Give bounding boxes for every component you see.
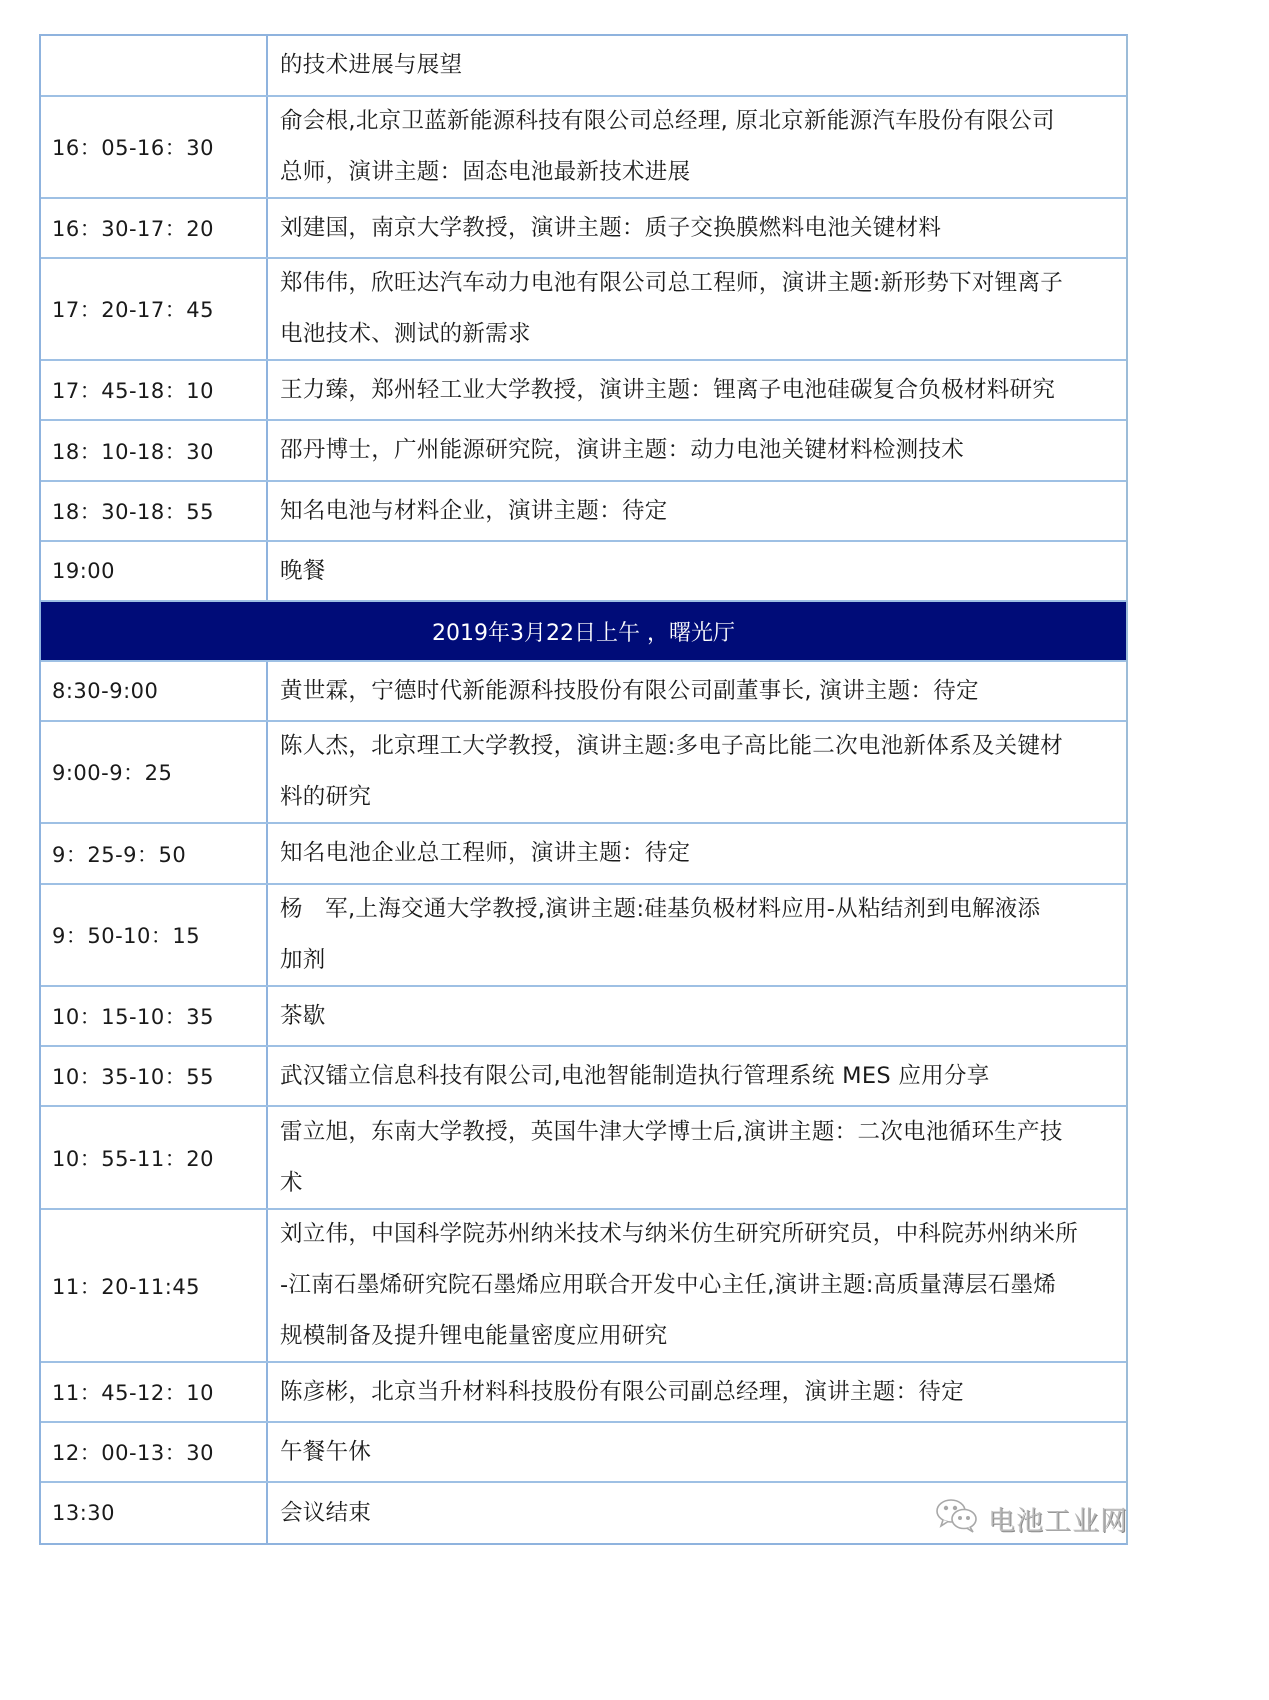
description-line: 午餐午休 [280,1438,372,1465]
description-line: 邵丹博士，广州能源研究院，演讲主题：动力电池关键材料检测技术 [280,437,965,463]
time-cell: 16：05-16：30 [41,97,268,197]
description-line: -江南石墨烯研究院石墨烯应用联合开发中心主任,演讲主题:高质量薄层石墨烯 [280,1272,1057,1298]
time-cell: 10：15-10：35 [41,987,268,1045]
description-cell [268,1423,1126,1481]
time-cell: 17：20-17：45 [41,259,268,359]
time-cell: 19:00 [41,542,268,600]
schedule-row [41,722,1126,824]
time-cell: 16：30-17：20 [41,199,268,257]
description-line: 茶歇 [280,1002,326,1029]
watermark-label: 电池工业网 [988,1505,1128,1537]
schedule-row [41,361,1126,421]
description-cell [268,482,1126,540]
description-cell [268,1047,1126,1105]
description-cell [268,824,1126,883]
schedule-row [41,1047,1126,1107]
description-cell [268,1107,1126,1208]
schedule-row [41,1107,1126,1210]
watermark [934,1498,1128,1538]
schedule-row [41,542,1126,602]
schedule-row [41,1363,1126,1423]
section-header-date-venue [41,602,1126,662]
time-cell [41,36,268,95]
schedule-row [41,199,1126,259]
description-cell [268,1363,1126,1421]
schedule-row [41,97,1126,199]
description-line: 料的研究 [280,784,372,810]
description-line: 知名电池企业总工程师，演讲主题：待定 [280,840,691,866]
description-line: 黄世霖，宁德时代新能源科技股份有限公司副董事长, 演讲主题：待定 [280,677,979,704]
description-cell [268,36,1126,95]
schedule-row [41,259,1126,361]
description-cell [268,885,1126,985]
schedule-row [41,824,1126,885]
description-line: 规模制备及提升锂电能量密度应用研究 [280,1323,668,1349]
time-cell: 12：00-13：30 [41,1423,268,1481]
schedule-row [41,482,1126,542]
schedule-row [41,36,1126,97]
schedule-row [41,885,1126,987]
description-cell [268,361,1126,419]
description-line: 武汉镭立信息科技有限公司,电池智能制造执行管理系统 MES 应用分享 [280,1062,990,1089]
description-line: 电池技术、测试的新需求 [280,321,531,347]
description-line: 杨 军,上海交通大学教授,演讲主题:硅基负极材料应用-从粘结剂到电解液添 [280,896,1041,922]
time-cell: 11：45-12：10 [41,1363,268,1421]
description-line: 晚餐 [280,557,326,584]
description-line: 刘建国，南京大学教授，演讲主题：质子交换膜燃料电池关键材料 [280,214,942,241]
time-cell: 18：30-18：55 [41,482,268,540]
description-line: 郑伟伟，欣旺达汽车动力电池有限公司总工程师，演讲主题:新形势下对锂离子 [280,270,1064,296]
description-line: 刘立伟，中国科学院苏州纳米技术与纳米仿生研究所研究员，中科院苏州纳米所 [280,1221,1079,1247]
time-cell: 8:30-9:00 [41,662,268,720]
schedule-row [41,1423,1126,1483]
time-cell: 13:30 [41,1483,268,1543]
schedule-row [41,421,1126,482]
description-cell [268,199,1126,257]
description-cell [268,421,1126,480]
section-header-label: 2019年3月22日上午 ，曙光厅 [432,620,735,646]
time-cell: 10：55-11：20 [41,1107,268,1208]
time-cell: 9：25-9：50 [41,824,268,883]
description-line: 加剂 [280,947,326,973]
description-cell [268,1210,1126,1361]
schedule-row [41,662,1126,722]
description-cell [268,722,1126,822]
time-cell: 18：10-18：30 [41,421,268,480]
description-cell [268,662,1126,720]
description-line: 术 [280,1169,303,1196]
description-line: 会议结束 [280,1499,372,1526]
wechat-icon [934,1496,980,1541]
description-cell [268,542,1126,600]
time-cell: 10：35-10：55 [41,1047,268,1105]
time-cell: 9：50-10：15 [41,885,268,985]
time-cell: 17：45-18：10 [41,361,268,419]
schedule-row [41,1210,1126,1363]
schedule-row [41,987,1126,1047]
description-cell [268,259,1126,359]
description-line: 的技术进展与展望 [280,52,463,78]
description-cell [268,987,1126,1045]
description-line: 王力臻，郑州轻工业大学教授，演讲主题：锂离子电池硅碳复合负极材料研究 [280,376,1056,403]
description-cell [268,97,1126,197]
time-cell: 11：20-11:45 [41,1210,268,1361]
description-line: 雷立旭，东南大学教授，英国牛津大学博士后,演讲主题：二次电池循环生产技 [280,1118,1063,1145]
description-line: 总师，演讲主题：固态电池最新技术进展 [280,159,691,185]
description-line: 俞会根,北京卫蓝新能源科技有限公司总经理, 原北京新能源汽车股份有限公司 [280,108,1055,134]
schedule-table [39,34,1128,1545]
description-line: 知名电池与材料企业，演讲主题：待定 [280,497,668,524]
time-cell: 9:00-9：25 [41,722,268,822]
description-line: 陈人杰，北京理工大学教授，演讲主题:多电子高比能二次电池新体系及关键材 [280,733,1064,759]
description-line: 陈彦彬，北京当升材料科技股份有限公司副总经理，演讲主题：待定 [280,1378,965,1405]
